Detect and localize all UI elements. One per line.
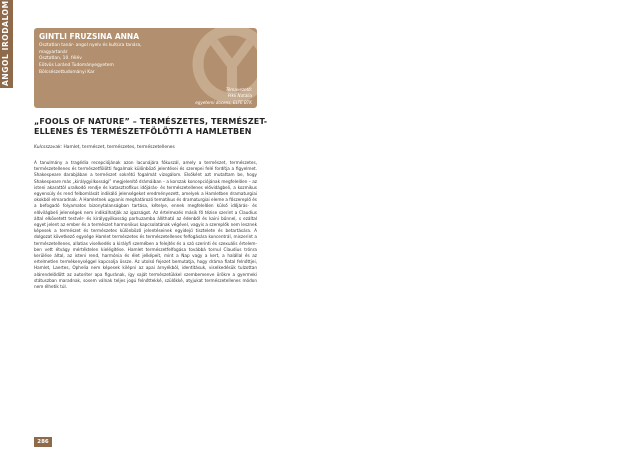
supervisor-name: Pikli Natália: [227, 93, 252, 99]
author-line: Osztatlan tanár- angol nyelv és kultúra tanára,: [39, 43, 142, 48]
keywords-label: Kulcsszavak:: [34, 145, 63, 150]
article-title: [34, 117, 268, 137]
page-number-box: [34, 437, 52, 447]
author-line: magyartanár: [39, 49, 68, 55]
supervisor-info: [195, 87, 252, 106]
supervisor-label: Témavezető:: [225, 87, 252, 92]
section-label: ANGOL IRODALOM: [1, 0, 10, 86]
author-line: Bölcsészettudományi Kar: [39, 69, 95, 75]
author-line: Eötvös Loránd Tudományegyetem: [39, 63, 114, 69]
keywords: [34, 145, 264, 150]
author-name: GINTLI FRUZSINA ANNA: [39, 32, 139, 41]
abstract-text: A tanulmány a tragédia recepciójának azon lacunájára fókuszál, amely a természet, természetes, természetellenes és természetfölötti fogalmak különböző jelentései és szerepei felé fordítja a figyelmet. Shakespeare darabjában a természet sokrétű fogalmát vizsgálom. Elsőként azt mutattam be, hogy Shakespeare más „királygyilkossági” megjelenítő drámáiban – a korszak koncepciójának megfelelően – az isteni akarattól uralkodó rendje és katasztrofikus időjárás- és természetellenes elővidágbeli, a kozmikus egyensúly és rend felbomlását indikáló jelenségeket eredményezett, amelyek a Hamletben dramaturgiai okokból elmaradnak. A Hamletnek ugyanis meghatározó tematikus és dramaturgiai eleme a főszereplő és a befogadó folyamatos bizonytalanságban tartása, kételye, ennek megfelelően külső időjárás- és elővilágbeli jelenségek nem indikálhatják az igazságot. Az értelmezés másik fő tézise szerint a Claudius által elkövetett testvér- és királygyilkosság parhuzamba állítható az édenből és kaini bűnnel, s ezáltal egyet jelent az ember és a természet harmonikus kapcsolatának végével, vagyis a szereplők nem lesznek képesek a természet és természetes különböző jelentéseinek egyidejű tisztelete és betartására. A dolgozat következő egysége Hamlet természetes és természetellenes felfogására koncentrál, miszerint a természetellenes, allatias viselkedés a királyfi szemében a felejtés és a szó szerinti és szexuális értelemben vett étvágy mértéktelen kielégítése. Hamlet természetfelfogása továbbá tornul Claudius trónra kerülése által, az isteni rend, harmónia és élet jelképeit, mint a Nap vagy a kert, a halállal és az ertelmetlen termékenységgel kapcsolja össze. Az utolsó fejezet bemutatja, hogy dráma fiatal felnőttjei, Hamlet, Laertes, Ophelia nem képesek kilépni az apai árnyékból, identitásuk, viselkedésük tulzottan alárendelődött az autoriter apa figurának, így saját természetükkel szembemenve örökre a gyermeki státuszban maradnak, sosem válnak teljes jogú felnőttekké, szülőkké, atyjukat természetellenes módon nem élhetik túl.: [34, 160, 257, 290]
title-line: ELLENES ÉS TERMÉSZETFÖLÖTTI A HAMLETBEN: [34, 127, 252, 136]
supervisor-title: egyetemi docens, ELTE BTK: [195, 99, 252, 105]
author-line: Osztatlan, 10. félév: [39, 56, 82, 62]
title-line: „FOOLS OF NATURE” – TERMÉSZETES, TERMÉSZET-: [34, 117, 268, 126]
author-box: [34, 28, 257, 108]
page-number: 286: [37, 439, 49, 445]
keywords-text: Hamlet, természet, természetes, természetellenes: [63, 145, 175, 150]
section-side-tab: [0, 0, 13, 88]
author-affiliation: [39, 43, 189, 77]
